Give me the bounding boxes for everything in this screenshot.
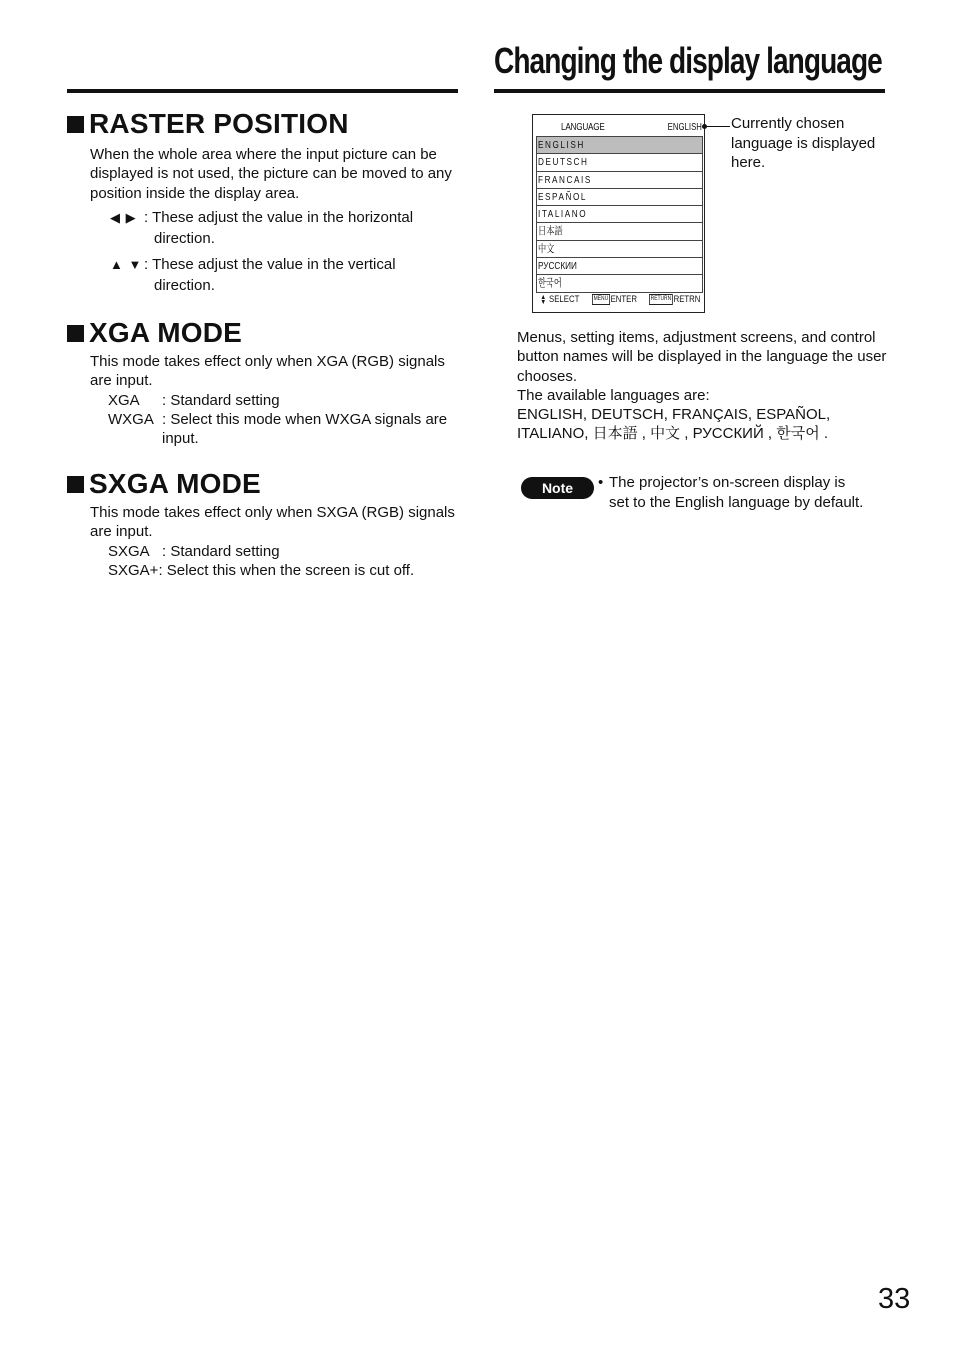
horizontal-keys-text: : These adjust the value in the horizontal: [144, 208, 414, 226]
menu-header-value: ENGLISH: [667, 122, 702, 133]
language-list: [536, 136, 703, 293]
up-down-arrow-icon: ▲ ▼: [540, 293, 547, 306]
menu-key-icon: MENU: [592, 294, 610, 305]
vertical-keys-row: [90, 254, 462, 297]
section-raster-position: [67, 107, 462, 297]
raster-description: When the whole area where the input picture can be displayed is not used, the picture can be moved to any position inside the display area.: [90, 146, 452, 202]
definition-desc: : Standard setting: [162, 391, 280, 409]
language-option-russian: РУССКИИ: [536, 258, 703, 275]
vertical-keys-text: : These adjust the value in the vertical: [144, 255, 396, 273]
heading-sxga-mode: SXGA MODE: [89, 468, 261, 499]
return-key-icon: RETURN: [649, 294, 673, 305]
heading-xga-mode: XGA MODE: [89, 317, 243, 348]
section-body: [90, 503, 462, 580]
section-xga-mode: [67, 316, 462, 448]
definition-row: [108, 561, 462, 580]
section-body: [90, 145, 462, 297]
vertical-keys-text-cont: direction.: [154, 277, 215, 295]
footer-enter-label: ENTER: [610, 294, 637, 305]
language-option-english: ENGLISH: [536, 137, 703, 154]
section-body: [90, 352, 462, 448]
language-option-italiano: ITALIANO: [536, 206, 703, 223]
left-header-rule: [67, 89, 458, 93]
note-text: [598, 473, 898, 513]
section-heading: [67, 107, 462, 141]
bullet: •: [598, 474, 604, 491]
definition-term: WXGA: [108, 410, 154, 428]
right-header-rule: [494, 89, 885, 93]
description-line: The available languages are:: [517, 386, 710, 404]
footer-return-label: RETRN: [673, 294, 701, 305]
sxga-description: This mode takes effect only when SXGA (RGB) signals are input.: [90, 504, 455, 541]
definition-row: [108, 542, 462, 561]
language-menu-screen: [532, 114, 705, 313]
language-option-francais: FRANCAIS: [536, 172, 703, 189]
language-option-japanese: 日本語: [536, 223, 703, 240]
horizontal-keys-row: [90, 207, 462, 250]
page-number: 33: [878, 1283, 911, 1315]
definition-desc: : Select this when the screen is cut off.: [158, 561, 415, 579]
definition-row: [108, 391, 462, 410]
section-heading: [67, 316, 462, 350]
definition-term: XGA: [108, 391, 140, 409]
menu-header-label: LANGUAGE: [561, 122, 605, 133]
page-title: Changing the display language: [494, 40, 882, 81]
note-line: The projector’s on-screen display is: [609, 474, 846, 491]
language-option-deutsch: DEUTSCH: [536, 154, 703, 171]
square-bullet-icon: [67, 325, 84, 342]
xga-description: This mode takes effect only when XGA (RGB) signals are input.: [90, 353, 445, 390]
square-bullet-icon: [67, 476, 84, 493]
definition-desc: : Select this mode when WXGA signals are input.: [162, 410, 448, 448]
callout-text: Currently chosen language is displayed here.: [731, 115, 876, 172]
language-option-chinese: 中文: [536, 241, 703, 258]
language-description: [517, 328, 887, 444]
footer-select-label: SELECT: [549, 294, 580, 305]
square-bullet-icon: [67, 116, 84, 133]
callout-leader-line: [705, 126, 730, 127]
language-option-espanol: ESPAÑOL: [536, 189, 703, 206]
definition-row: [108, 410, 462, 449]
note-badge: Note: [521, 477, 594, 499]
left-right-arrow-icon: ◀ ▶: [110, 209, 137, 225]
available-languages: ENGLISH, DEUTSCH, FRANÇAIS, ESPAÑOL, ITALIANO, 日本語 , 中文 , РУССКИЙ , 한국어 .: [517, 406, 831, 443]
horizontal-keys-text-cont: direction.: [154, 230, 215, 248]
definition-desc: : Standard setting: [162, 542, 280, 560]
language-option-korean: 한국어: [536, 275, 703, 292]
section-heading: [67, 467, 462, 501]
note-line: set to the English language by default.: [609, 493, 864, 511]
menu-footer: [538, 293, 701, 309]
description-line: Menus, setting items, adjustment screens, and control button names will be displayed in the language the user chooses.: [517, 329, 887, 385]
section-sxga-mode: [67, 467, 462, 580]
heading-raster-position: RASTER POSITION: [89, 108, 349, 139]
up-down-arrow-icon: ▲ ▼: [110, 256, 143, 272]
definition-term: SXGA+: [108, 561, 159, 579]
definition-term: SXGA: [108, 542, 150, 560]
